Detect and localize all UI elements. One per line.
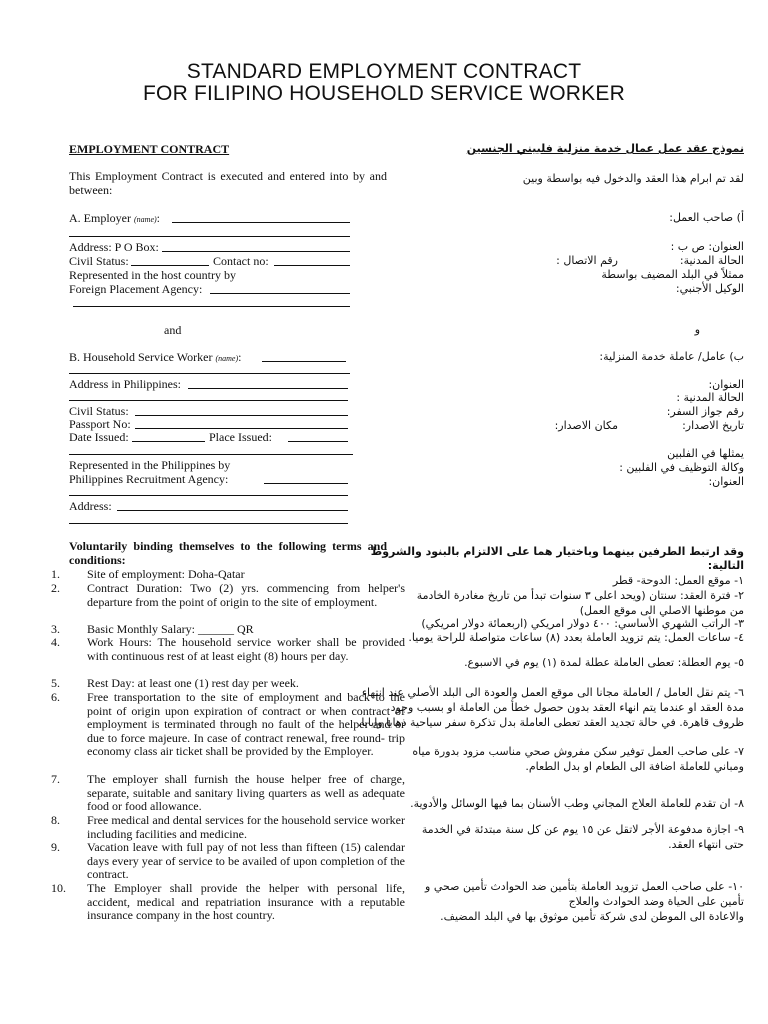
term-text: Rest Day: at least one (1) rest day per week. [87, 676, 299, 690]
employment-contract-heading: EMPLOYMENT CONTRACT [69, 142, 230, 156]
term-item [51, 581, 405, 609]
arabic-civil-status-label: الحالة المدنية: [679, 254, 744, 267]
address-po-label: Address: P O Box: [69, 240, 159, 254]
represented-ph-label: Represented in the Philippines by [69, 458, 231, 472]
arabic-issue-date-label: تاريخ الاصدار: [682, 419, 744, 432]
foreign-agency-label: Foreign Placement Agency: [69, 282, 203, 296]
arabic-address-po-label: العنوان: ص ب : [670, 240, 744, 253]
term-number: 3. [51, 622, 60, 636]
worker-name-hint: (name) [215, 354, 239, 363]
address-ph-label: Address in Philippines: [69, 377, 182, 391]
contact-no-field[interactable] [274, 265, 350, 266]
arabic-term-line: ٨- ان تقدم للعاملة العلاج المجاني وطب الأسنان بما فيها الوسائل والأدوية. [410, 797, 744, 810]
arabic-term-line: ٢- فترة العقد: سنتان (ويحد اعلى ٣ سنوات تبدأ من تاريخ مغادرة الخادمة [416, 589, 744, 602]
arabic-term-line: ١- موقع العمل: الدوحة- قطر [612, 574, 744, 587]
worker-name-field-cont[interactable] [69, 373, 350, 374]
term-text: Vacation leave with full pay of not less than fifteen (15) calendar days every year of service to be availed of upon completion of the contract. [87, 840, 405, 881]
term-text: Free medical and dental services for the household service worker including facilities and medicine. [87, 813, 405, 841]
foreign-agency-field[interactable] [210, 293, 350, 294]
arabic-term-line: ٩- اجازة مدفوعة الأجر لاتقل عن ١٥ يوم عن كل سنة مبتدئة في الخدمة [421, 823, 744, 836]
civil-status-field[interactable] [131, 265, 209, 266]
employer-label: A. Employer (name): [69, 211, 160, 225]
term-number: 9. [51, 840, 60, 854]
arabic-terms-intro-2: التالية: [707, 559, 744, 572]
term-item [51, 813, 405, 841]
ph-agency-field-cont[interactable] [69, 495, 348, 496]
worker-extra-field[interactable] [69, 454, 353, 455]
arabic-term-line: ٦- يتم نقل العامل / العاملة مجانا الى موقع العمل والعودة الى البلد الأصلي عند انتهاء [361, 686, 744, 699]
ph-agency-field[interactable] [264, 483, 348, 484]
arabic-term-line: حتى انتهاء العقد. [668, 838, 744, 851]
address-po-field[interactable] [162, 251, 350, 252]
term-item [51, 676, 405, 691]
civil-status-b-label: Civil Status: [69, 404, 129, 418]
term-number: 8. [51, 813, 60, 827]
arabic-term-line: ٥- يوم العطلة: تعطى العاملة عطلة لمدة (١) يوم في الاسبوع. [464, 656, 744, 669]
arabic-contact-label: رقم الاتصال : [556, 254, 618, 267]
contract-title-line-1: STANDARD EMPLOYMENT CONTRACT [186, 60, 582, 83]
term-item [51, 840, 405, 882]
term-text: The Employer shall provide the helper with personal life, accident, medical and repatriation insurance with a reputable insurance company in the host country. [87, 881, 405, 922]
foreign-agency-field-cont[interactable] [73, 306, 350, 307]
passport-no-field[interactable] [135, 428, 348, 429]
term-number: 1. [51, 567, 60, 581]
arabic-worker-label: ب) عامل/ عاملة خدمة المنزلية: [599, 350, 744, 363]
worker-name-field[interactable] [262, 361, 346, 362]
address-ph-field[interactable] [188, 388, 348, 389]
term-item [51, 772, 405, 814]
place-issued-label: Place Issued: [209, 430, 272, 444]
employer-name-field[interactable] [172, 222, 350, 223]
term-text: Basic Monthly Salary: ______ QR [87, 622, 254, 636]
arabic-term-line: ١٠- على صاحب العمل تزويد العاملة بتأمين ضد الحوادث تأمين صحي و [425, 880, 744, 893]
contract-title-line-2: FOR FILIPINO HOUSEHOLD SERVICE WORKER [143, 82, 625, 105]
employer-label-text: A. Employer [69, 211, 131, 225]
term-item [51, 567, 405, 582]
ph-agency-label: Philippines Recruitment Agency: [69, 472, 229, 486]
term-item [51, 635, 405, 663]
term-item [51, 690, 405, 759]
term-number: 10. [51, 881, 66, 895]
date-issued-label: Date Issued: [69, 430, 129, 444]
address-field-cont[interactable] [69, 523, 348, 524]
arabic-term-line: ٧- على صاحب العمل توفير سكن مفروش صحي مناسب مزود بدورة مياه [412, 745, 744, 758]
worker-label-text: B. Household Service Worker [69, 350, 213, 364]
arabic-address2-label: العنوان: [708, 475, 744, 488]
date-issued-field[interactable] [132, 441, 205, 442]
arabic-term-line: ومباني للعاملة اضافة الى الطعام او بدل الطعام. [525, 760, 744, 773]
term-text: Site of employment: Doha-Qatar [87, 567, 245, 581]
represented-host-label: Represented in the host country by [69, 268, 236, 282]
arabic-terms-intro-1: وقد ارتبط الطرفين بينهما وباختيار هما على الالتزام بالبنود والشروط [370, 545, 744, 558]
term-number: 5. [51, 676, 60, 690]
civil-status-label: Civil Status: [69, 254, 129, 268]
address-label: Address: [69, 499, 112, 513]
arabic-and: و [694, 323, 700, 336]
terms-heading: Voluntarily binding themselves to the following terms and conditions: [69, 539, 387, 567]
arabic-issue-place-label: مكان الاصدار: [554, 419, 618, 432]
intro-text: This Employment Contract is executed and entered into by and between: [69, 169, 387, 197]
arabic-recruit-agency-label: وكالة التوظيف في الفلبين : [619, 461, 744, 474]
arabic-term-line: ٤- ساعات العمل: يتم تزويد العاملة بعدد (٨) ساعات متواصلة للراحة يوميا. [408, 631, 744, 644]
term-text: Contract Duration: Two (2) yrs. commencing from helper's departure from the point of origin to the site of employment. [87, 581, 405, 609]
arabic-term-line: مدة العقد او عندما يتم انهاء العقد بدون حصول خطأ من العاملة او بسبب وجود [390, 701, 744, 714]
term-text: The employer shall furnish the house helper free of charge, separate, suitable and sanitary living quarters as well as adequate food or food allowance. [87, 772, 405, 813]
arabic-intro: لقد تم ابرام هذا العقد والدخول فيه بواسطة وبين [522, 172, 744, 185]
address-field[interactable] [117, 510, 348, 511]
arabic-address-label: العنوان: [708, 378, 744, 391]
arabic-represented-ph-label: يمثلها في الفلبين [667, 447, 744, 460]
term-text: Free transportation to the site of employment and back to the point of origin upon expiration of contract or when contract of employment is terminated through no fault of the helper and or due to force majeure. In case of contract renewal, free round- trip economy class air ticket shall be provided by the Employer. [87, 690, 405, 758]
arabic-represented-label: ممثلاً في البلد المضيف بواسطة [601, 268, 744, 281]
arabic-term-line: والاعادة الى الموطن لدى شركة تأمين موثوق بها في البلد المضيف. [440, 910, 744, 923]
arabic-civil-status-b-label: الحالة المدنية : [676, 391, 744, 404]
and-text: and [164, 323, 182, 337]
worker-label: B. Household Service Worker (name): [69, 350, 242, 364]
term-number: 2. [51, 581, 60, 595]
arabic-term-line: ظروف قاهرة. في حالة تجديد العقد تعطى العاملة بدل تذكرة سفر سياحية ذهابا وايابا. [357, 716, 744, 729]
passport-no-label: Passport No: [69, 417, 131, 431]
arabic-heading: نموذج عقد عمل عمال خدمة منزلية فلبيني الجنسين [466, 142, 744, 155]
arabic-employer-label: أ) صاحب العمل: [669, 211, 744, 224]
arabic-term-line: من موطنها الاصلي الى موقع العمل) [579, 604, 744, 617]
term-number: 6. [51, 690, 60, 704]
arabic-term-line: تأمين على الحياة وضد الحوادث والعلاج [568, 895, 744, 908]
address-ph-field-cont[interactable] [69, 400, 348, 401]
term-number: 4. [51, 635, 60, 649]
arabic-term-line: ٣- الراتب الشهري الأساسي: ٤٠٠ دولار امريكي (اربعمائة دولار امريكي) [421, 617, 744, 630]
term-item [51, 881, 405, 923]
employer-name-hint: (name) [134, 215, 157, 224]
arabic-passport-label: رقم جواز السفر: [666, 405, 744, 418]
term-number: 7. [51, 772, 60, 786]
contact-no-label: Contact no: [213, 254, 269, 268]
employer-name-field-cont[interactable] [69, 236, 350, 237]
place-issued-field[interactable] [288, 441, 348, 442]
civil-status-b-field[interactable] [135, 415, 348, 416]
term-text: Work Hours: The household service worker shall be provided with continuous rest of at least eight (8) hours per day. [87, 635, 405, 663]
arabic-foreign-agent-label: الوكيل الأجنبي: [675, 282, 744, 295]
